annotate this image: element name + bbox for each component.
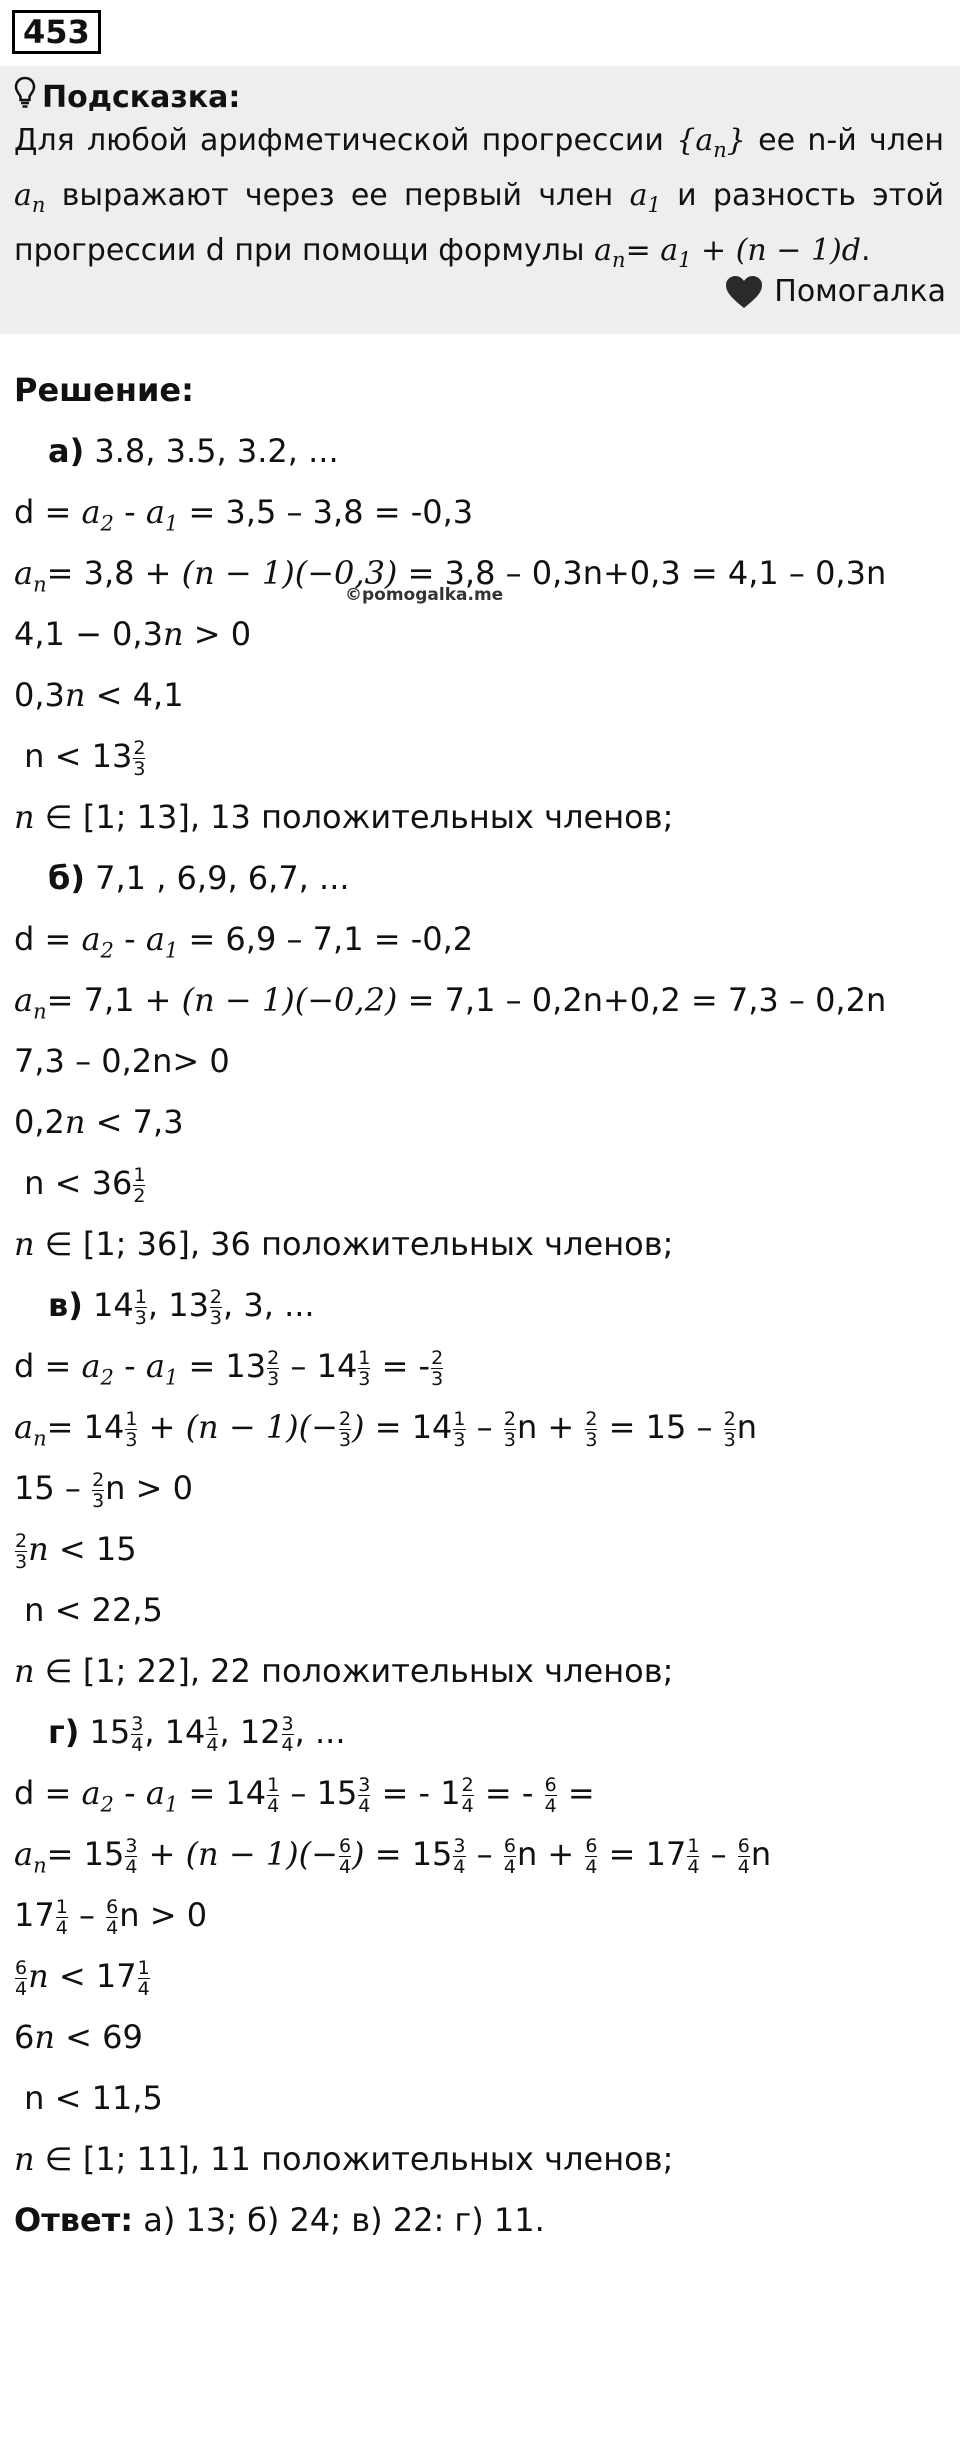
part-b-result: n ∈ [1; 36], 36 положительных членов;	[14, 1225, 674, 1263]
part-a-inequality-3: n < 13 $\frac{2}{3}$	[14, 736, 146, 780]
answer-text: а) 13; б) 24; в) 22: г) 11.	[133, 2201, 545, 2239]
part-g-inequality-3: 6n < 69	[14, 2018, 143, 2056]
part-g-inequality-1: 17 $\frac{1}{4}$ – $\frac{6}{4}$ n > 0	[14, 1895, 208, 1939]
part-a-difference: $d = a_2 - a_1 = 3,5 - 3,8 = -0,3$	[14, 493, 474, 536]
part-a-inequality-2: 0,3n < 4,1	[14, 676, 184, 714]
part-g-inequality-4: n < 11,5	[14, 2079, 163, 2117]
part-a-formula: $a_n= 3,8 + (n - 1)(-0,3) = 3,8 - 0,3n+0,3 = 4,1 - 0,3n$	[14, 554, 887, 597]
part-v-inequality-2: $\frac{2}{3}$ n < 15	[15, 1529, 137, 1573]
part-v-inequality-1: 15 – $\frac{2}{3}$ n > 0	[14, 1468, 193, 1512]
part-b-inequality-3: n < 36 $\frac{1}{2}$	[14, 1163, 146, 1207]
watermark: ©pomogalka.me	[345, 585, 504, 605]
pomogalka-link[interactable]	[724, 270, 946, 314]
hint-text: Для любой арифметической прогрессии $\{a_n\}$ ее n-й член $a_n$ выражают через ее первый член $a_1$ и разность этой прогрессии d при помощи формулы $a_n= a_1 + (n - 1)d$.	[14, 123, 944, 272]
part-b-formula: $a_n= 7,1 + (n - 1)(-0,2) = 7,1 - 0,2n+0,2 = 7,3 - 0,2n$	[14, 981, 887, 1024]
part-a-inequality-1: 4,1 − 0,3n > 0	[14, 615, 252, 653]
part-v-difference: $d = a_2 - a_1 = 13$ $\frac{2}{3}$ – 14 $\frac{1}{3}$ = - $\frac{2}{3}$	[14, 1346, 444, 1390]
solution	[14, 360, 944, 2251]
part-g-difference: $d = a_2 - a_1 = 14$ $\frac{1}{4}$ – 15 $\frac{3}{4}$ = - 1 $\frac{2}{4}$ = - $\frac{6}{4}$ =	[14, 1773, 595, 1817]
hint-box	[0, 66, 960, 334]
part-g-formula: $a_n= 15$ $\frac{3}{4}$ + (n − 1)(− $\frac{6}{4}$ ) = 15 $\frac{3}{4}$ – $\frac{6}{4}$ n + $\frac{6}{4}$ = 17 $\frac{1}{4}$ – $\frac{6}{4}$ n	[14, 1834, 772, 1878]
brand-name: Помогалка	[774, 274, 946, 309]
heart-icon	[724, 274, 764, 310]
part-a-result: n ∈ [1; 13], 13 положительных членов;	[14, 798, 674, 836]
answer-label: Ответ:	[14, 2201, 134, 2239]
part-b-inequality-1: 7,3 – 0,2n> 0	[14, 1042, 230, 1080]
part-b-inequality-2: 0,2n < 7,3	[14, 1103, 184, 1141]
answer-line	[14, 2190, 944, 2251]
lightbulb-icon	[14, 76, 36, 119]
part-b-difference: $d = a_2 - a_1 = 6,9 - 7,1 = -0,2$	[14, 920, 474, 963]
part-g-result: n ∈ [1; 11], 11 положительных членов;	[14, 2140, 674, 2178]
part-a-sequence: а) 3.8, 3.5, 3.2, ...	[48, 432, 339, 470]
part-g-inequality-2: $\frac{6}{4}$ n < 17 $\frac{1}{4}$	[15, 1956, 150, 2000]
hint-title: Подсказка:	[42, 79, 241, 115]
part-b-sequence: б) 7,1 , 6,9, 6,7, ...	[48, 859, 350, 897]
hint-header	[14, 76, 240, 119]
part-v-inequality-3: n < 22,5	[14, 1591, 163, 1629]
solution-heading: Решение:	[14, 371, 194, 409]
part-g-sequence: г) 15 $\frac{3}{4}$ , 14 $\frac{1}{4}$ , 12 $\frac{3}{4}$ , ...	[48, 1712, 346, 1756]
part-v-result: n ∈ [1; 22], 22 положительных членов;	[14, 1652, 674, 1690]
part-v-sequence: в) 14 $\frac{1}{3}$ , 13 $\frac{2}{3}$ , 3, ...	[48, 1285, 315, 1329]
part-v-formula: $a_n= 14$ $\frac{1}{3}$ + (n − 1)(− $\frac{2}{3}$ ) = 14 $\frac{1}{3}$ – $\frac{2}{3}$ n + $\frac{2}{3}$ = 15 – $\frac{2}{3}$ n	[14, 1407, 758, 1451]
exercise-number: 453	[12, 10, 101, 54]
